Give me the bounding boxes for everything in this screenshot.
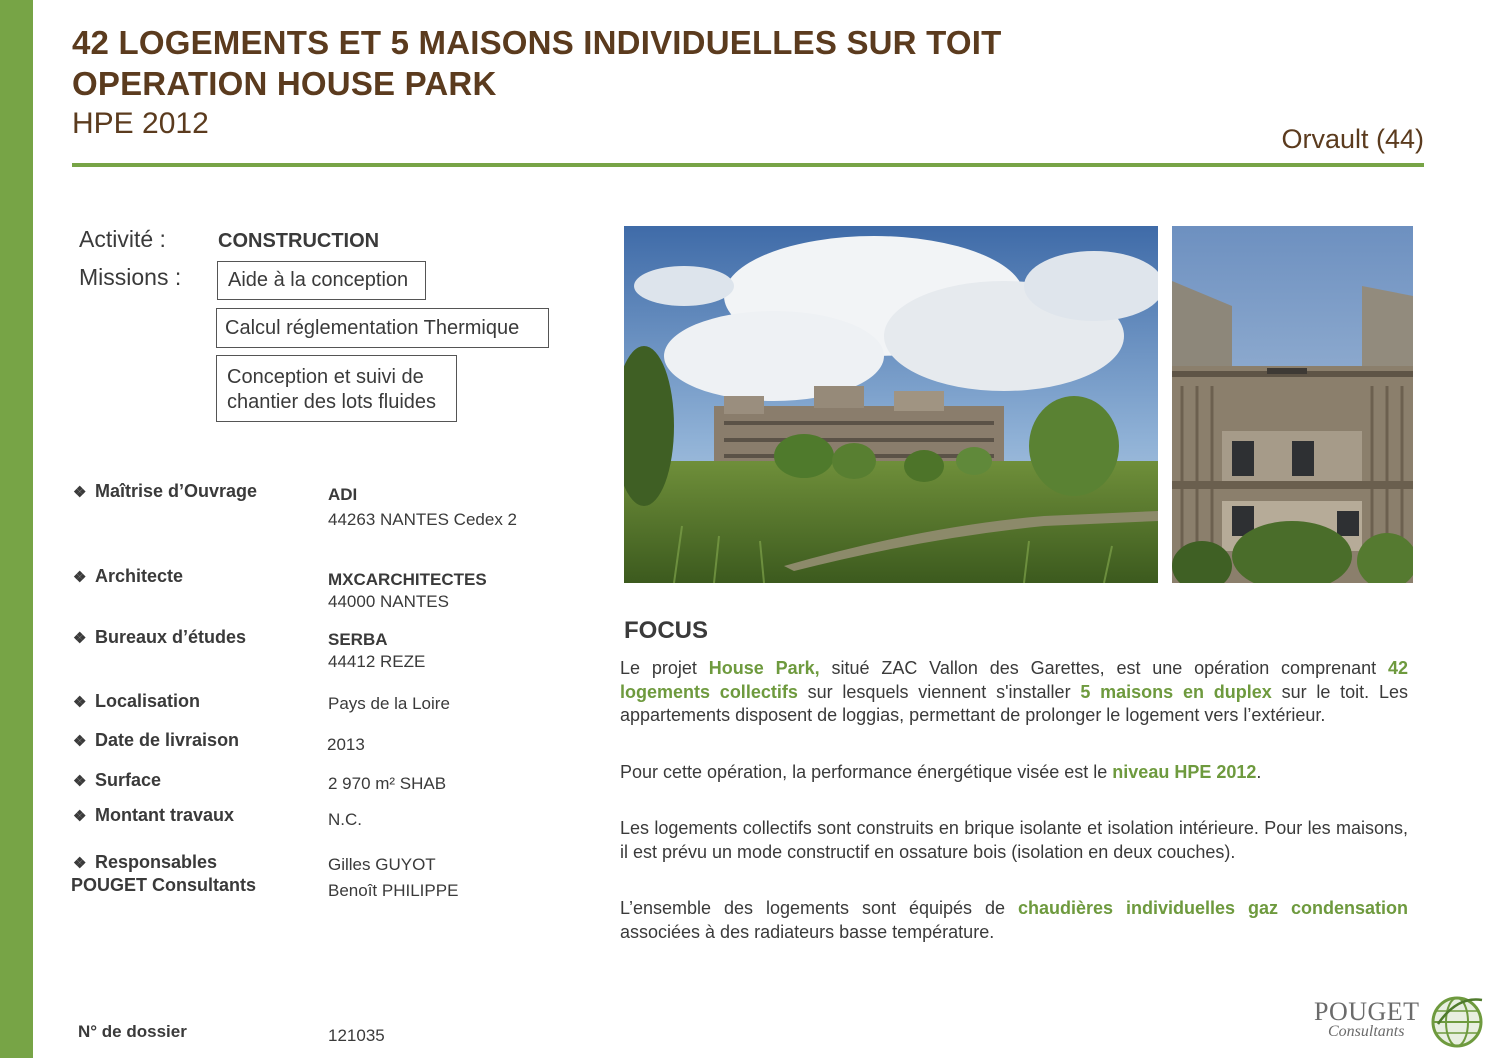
detail-value-manager-1: Gilles GUYOT [328, 855, 436, 874]
diamond-bullet-icon: ❖ [73, 630, 87, 647]
page-title-line1: 42 LOGEMENTS ET 5 MAISONS INDIVIDUELLES SUR TOIT [72, 24, 1002, 61]
mission-box-thermal [216, 308, 549, 348]
page-title-line2: OPERATION HOUSE PARK [72, 65, 497, 102]
detail-value-moa-addr: 44263 NANTES Cedex 2 [328, 510, 517, 529]
detail-value-engineering-name: SERBA [328, 630, 388, 649]
detail-label-delivery: ❖ Date de livraison [73, 730, 240, 750]
detail-value-location: Pays de la Loire [328, 694, 450, 713]
mission-text: Conception et suivi de [227, 366, 424, 388]
dossier-number: 121035 [328, 1026, 385, 1045]
project-photo-landscape [624, 226, 1158, 583]
dossier-label: N° de dossier [78, 1022, 187, 1041]
diamond-bullet-icon: ❖ [73, 694, 87, 711]
side-accent-band [0, 0, 33, 1058]
detail-label-managers-company: POUGET Consultants [71, 875, 257, 895]
focus-paragraph-4: L’ensemble des logements sont équipés de chaudières individuelles gaz condensation associées à des radiateurs basse température. [620, 898, 1408, 942]
logo-subtitle: Consultants [1328, 1023, 1405, 1040]
diamond-bullet-icon: ❖ [73, 569, 87, 586]
detail-value-engineering-addr: 44412 REZE [328, 652, 426, 671]
focus-paragraph-2: Pour cette opération, la performance énergétique visée est le niveau HPE 2012. [620, 762, 1262, 782]
project-photo-facade [1172, 226, 1413, 583]
project-photo-landscape-art [624, 226, 1158, 583]
diamond-bullet-icon: ❖ [73, 773, 87, 790]
detail-value-architect-addr: 44000 NANTES [328, 592, 449, 611]
diamond-bullet-icon: ❖ [73, 855, 87, 872]
focus-paragraph-1: Le projet House Park, situé ZAC Vallon des Garettes, est une opération comprenant 42 logements collectifs sur lesquels viennent s'installer 5 maisons en duplex sur le toit. Les appartements disposent de loggias, permettant de prolonger le logement vers l’extérieur. [620, 658, 1408, 725]
detail-label-budget: ❖ Montant travaux [73, 805, 235, 825]
detail-label-managers: ❖ Responsables [73, 852, 218, 872]
detail-value-moa-name: ADI [328, 485, 358, 504]
globe-icon [1430, 994, 1484, 1048]
mission-text: Calcul réglementation Thermique [225, 317, 520, 339]
detail-value-budget: N.C. [328, 810, 362, 829]
focus-paragraph-3: Les logements collectifs sont construits en brique isolante et isolation intérieure. Pour les maisons, il est prévu un mode constructif en ossature bois (isolation en deux couches). [620, 818, 1408, 862]
diamond-bullet-icon: ❖ [73, 808, 87, 825]
mission-text: chantier des lots fluides [227, 391, 437, 413]
detail-label-surface: ❖ Surface [73, 770, 162, 790]
detail-label-architect: ❖ Architecte [73, 566, 184, 586]
activity-value: CONSTRUCTION [218, 230, 380, 252]
detail-value-delivery: 2013 [327, 735, 365, 754]
detail-label-moa: ❖ Maîtrise d’Ouvrage [73, 481, 258, 501]
detail-label-location: ❖ Localisation [73, 691, 201, 711]
mission-box-design-aid [217, 261, 426, 300]
logo-wordmark: POUGET [1314, 997, 1420, 1026]
activity-label: Activité : [79, 226, 166, 252]
missions-label: Missions : [79, 264, 182, 290]
detail-value-surface: 2 970 m² SHAB [328, 774, 447, 793]
diamond-bullet-icon: ❖ [73, 733, 87, 750]
header-divider [72, 163, 1424, 167]
detail-value-architect-name: MXCARCHITECTES [328, 570, 487, 589]
project-photo-facade-art [1172, 226, 1413, 583]
detail-value-manager-2: Benoît PHILIPPE [328, 881, 459, 900]
detail-label-engineering: ❖ Bureaux d’études [73, 627, 247, 647]
location-label: Orvault (44) [1281, 124, 1424, 154]
diamond-bullet-icon: ❖ [73, 484, 87, 501]
mission-box-fluids [216, 355, 457, 422]
focus-heading: FOCUS [624, 617, 708, 644]
mission-text: Aide à la conception [228, 269, 409, 291]
pouget-consultants-logo [1312, 994, 1484, 1050]
page-subtitle: HPE 2012 [72, 107, 209, 140]
